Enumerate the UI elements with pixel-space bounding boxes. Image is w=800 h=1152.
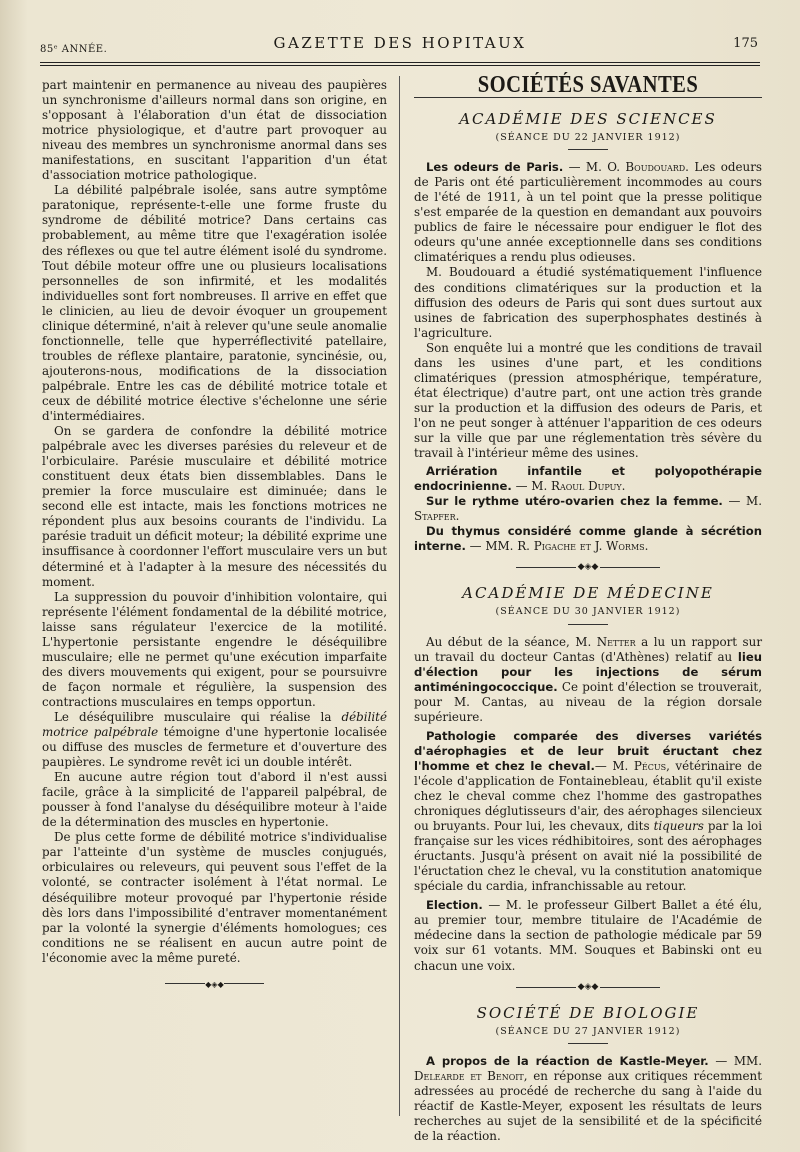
author: Netter [596, 634, 636, 649]
paragraph [414, 524, 762, 554]
academie-medecine-heading: ACADÉMIE DE MÉDECINE [462, 584, 714, 603]
column-divider [399, 76, 400, 1116]
text-run: Ce point d'élection se trouverait, pour M. Cantas, au niveau de la région dorsale supérieure. [414, 679, 762, 724]
societe-biologie-heading: SOCIÉTÉ DE BIOLOGIE [476, 1003, 700, 1022]
section-title: SOCIÉTÉS SAVANTES [477, 72, 699, 98]
header-rule [40, 62, 760, 63]
small-rule [568, 624, 608, 625]
author: Pécus [633, 758, 667, 773]
paragraph [414, 464, 762, 494]
paragraph [414, 635, 762, 725]
text-run: par la loi française sur les vices rédhibitoires, sont des aérophages éructants. Jusqu'à présent on avait nié la possibilité de l'éructation chez le cheval, vu la constitution anatomique spéciale du cardia, infranchissable au retour. [414, 819, 762, 894]
text-run: Au début de la séance, M. [426, 634, 597, 649]
paragraph: Son enquête lui a montré que les conditions de travail dans les usines d'une part, et les conditions climatériques (pression atmosphérique, température, état électrique) d'autre part, ont une action très grande sur la production et la diffusion des odeurs de Paris, et l'on ne peut songer à atténuer l'apparition de ces odeurs sur la ville que par une réglementation très sévère du travail à l'intérieur même des usines. [414, 340, 762, 461]
seance-date: (SÉANCE DU 27 JANVIER 1912) [495, 1025, 681, 1037]
paragraph: La débilité palpébrale isolée, sans autre symptôme paratonique, représente-t-elle une forme fruste du syndrome de débilité motrice? Dans certains cas probablement, au même titre que l'exagération isolée des réflexes ou que tel autre élément isolé du syndrome. Tout débile moteur offre une ou plusieurs localisations personnelles de son infirmité, et les modalités individuelles sont fort nombreuses. Il arrive en effet que le clinicien, au lieu de devoir évoquer un groupement clinique déterminé, n'ait à relever qu'une seule anomalie fonctionnelle, telle que hyperréflectivité patellaire, troubles de réflexe plantaire, paratonie, syncinésie, ou, ajouterons-nous, modifications de la dissociation palpébrale. Entre les cas de débilité motrice totale et ceux de débilité motrice élective s'échelonne une série d'intermédiaires. [42, 183, 387, 424]
paragraph [414, 1054, 762, 1144]
section-ornament: ◆◈◆ [414, 980, 762, 996]
left-column [42, 78, 387, 992]
header-rule-double [40, 65, 760, 66]
text-run: témoigne d'une hypertonie localisée ou diffuse des muscles de fermeture et d'ouverture des paupières. Le syndrome revêt ici un double intérêt. [42, 725, 387, 770]
paragraph: En aucune autre région tout d'abord il n'est aussi facile, grâce à la simplicité de l'appareil palpébral, de pousser à fond l'analyse du déséquilibre moteur à l'aide de la détermination des muscles en hypertonie. [42, 770, 387, 830]
text-run: — MM. [708, 1053, 762, 1068]
italic-term: débilité motrice palpébrale [42, 709, 387, 740]
rubric-heading: Election. [426, 898, 483, 913]
text-run: Le déséquilibre musculaire qui réalise la [54, 709, 342, 724]
section-ornament: ◆◈◆ [414, 560, 762, 576]
issue-label: 85ᵉ ANNÉE. [40, 44, 108, 55]
text-run: Les odeurs de Paris ont été particulièrement incommodes au cours de l'été de 1911, à un tel point que la presse politique s'est emparée de la question en demandant aux pouvoirs publics de faire le nécessaire pour endiguer le flot des odeurs qu'une année exceptionnelle dans ses conditions climatériques a rendu plus odieuses. [414, 160, 762, 265]
text-run: — M. [594, 758, 634, 773]
paragraph [414, 160, 762, 265]
author: Delearde et Benoit [414, 1068, 524, 1083]
italic-term: tiqueurs [653, 819, 704, 834]
right-column [414, 72, 763, 1144]
paragraph [414, 494, 762, 524]
author: — M. Stapfer. [414, 494, 763, 524]
rubric-heading: Les odeurs de Paris. [426, 160, 564, 175]
running-head [40, 34, 760, 64]
rubric-heading: Pathologie comparée des diverses variétés d'aérophagies et de leur bruit éructant chez l'homme et chez le cheval. [414, 728, 762, 773]
text-run: , en réponse aux critiques récemment adressées au procédé de recherche du sang à l'aide du réactif de Kastle-Meyer, exposent les résultats de leurs recherches au sujet de la sensibilité et de la spécificité de la réaction. [414, 1068, 762, 1143]
seance-date: (SÉANCE DU 30 JANVIER 1912) [495, 606, 681, 618]
rubric-heading: Sur le rythme utéro-ovarien chez la femme. [426, 494, 723, 509]
paragraph: part maintenir en permanence au niveau des paupières un synchronisme d'ailleurs normal dans son origine, en s'opposant à l'élaboration d'un état de dissociation motrice physiologique, et d'autre part provoquer au niveau des membres un synchronisme anormal dans ses manifestations, en suscitant l'apparition d'un état d'association motrice pathologique. [42, 78, 387, 183]
small-rule [568, 149, 608, 150]
paragraph [42, 710, 387, 770]
end-ornament: ◆◈◆ [42, 976, 387, 992]
journal-title: GAZETTE DES HOPITAUX [273, 34, 527, 52]
text-run: — M. le professeur Gilbert Ballet a été élu, au premier tour, membre titulaire de l'Académie de médecine dans la section de pathologie médicale par 59 voix sur 61 votants. MM. Souques et Babinski ont eu chacun une voix. [414, 898, 762, 973]
author: — M. Raoul Dupuy. [511, 479, 626, 494]
rubric-heading: Arriération infantile et polyopothérapie endocrinienne. [414, 464, 762, 494]
rubric-heading: A propos de la réaction de Kastle-Meyer. [426, 1053, 709, 1068]
seance-date: (SÉANCE DU 22 JANVIER 1912) [495, 132, 681, 144]
academie-sciences-heading: ACADÉMIE DES SCIENCES [459, 110, 717, 129]
rubric-heading: Du thymus considéré comme glande à sécrétion interne. [414, 524, 762, 554]
paragraph [414, 898, 762, 973]
bold-subject: lieu d'élection pour les injections de sérum antiméningococcique. [414, 649, 762, 694]
paragraph: De plus cette forme de débilité motrice s'individualise par l'atteinte d'un système de muscles conjugués, orbiculaires ou releveurs, qui peuvent sous l'effet de la volonté, se contracter isolément à l'état normal. Le déséquilibre moteur provoqué par l'hypertonie réside dès lors dans l'impossibilité d'entraver momentanément par la volonté la synergie d'éléments homologues; ces conditions ne se réalisent en aucun autre point de l'économie avec la même pureté. [42, 830, 387, 965]
paragraph: M. Boudouard a étudié systématiquement l'influence des conditions climatériques sur la production et la diffusion des odeurs de Paris qui sont dues surtout aux usines de fabrication des superphosphates destinés à l'agriculture. [414, 265, 762, 340]
paragraph: La suppression du pouvoir d'inhibition volontaire, qui représente l'élément fondamental de la débilité motrice, laisse sans régulateur l'exercice de la motilité. L'hypertonie persistante engendre le déséquilibre musculaire; elle ne permet qu'une exécution imparfaite des divers mouvements qui exigent, pour se poursuivre de façon normale et régulière, la suspension des contractions musculaires en temps opportun. [42, 589, 387, 709]
text-run: , vétérinaire de l'école d'application de Fontainebleau, établit qu'il existe chez le cheval comme chez l'homme des gastropathes chroniques déglutisseurs d'air, des aérophages silencieux ou bruyants. Pour lui, les chevaux, dits [414, 758, 762, 834]
author: — M. O. Boudouard. [568, 160, 689, 175]
text-run: a lu un rapport sur un travail du docteur Cantas (d'Athènes) relatif au [414, 634, 763, 664]
page-number: 175 [733, 36, 758, 51]
author: — MM. R. Pigache et J. Worms. [465, 539, 649, 554]
paragraph [414, 729, 762, 895]
paragraph: On se gardera de confondre la débilité motrice palpébrale avec les diverses parésies du releveur et de l'orbiculaire. Parésie musculaire et débilité motrice constituent deux états bien dissemblables. Dans le premier la force musculaire est diminuée; dans le second elle est intacte, mais les fonctions motrices ne répondent plus aux besoins courants de l'individu. La parésie traduit un déficit moteur; la débilité exprime une insuffisance à coordonner l'effort musculaire vers un but déterminé et à l'adapter à la mesure des nécessités du moment. [42, 424, 387, 589]
small-rule [568, 1043, 608, 1044]
